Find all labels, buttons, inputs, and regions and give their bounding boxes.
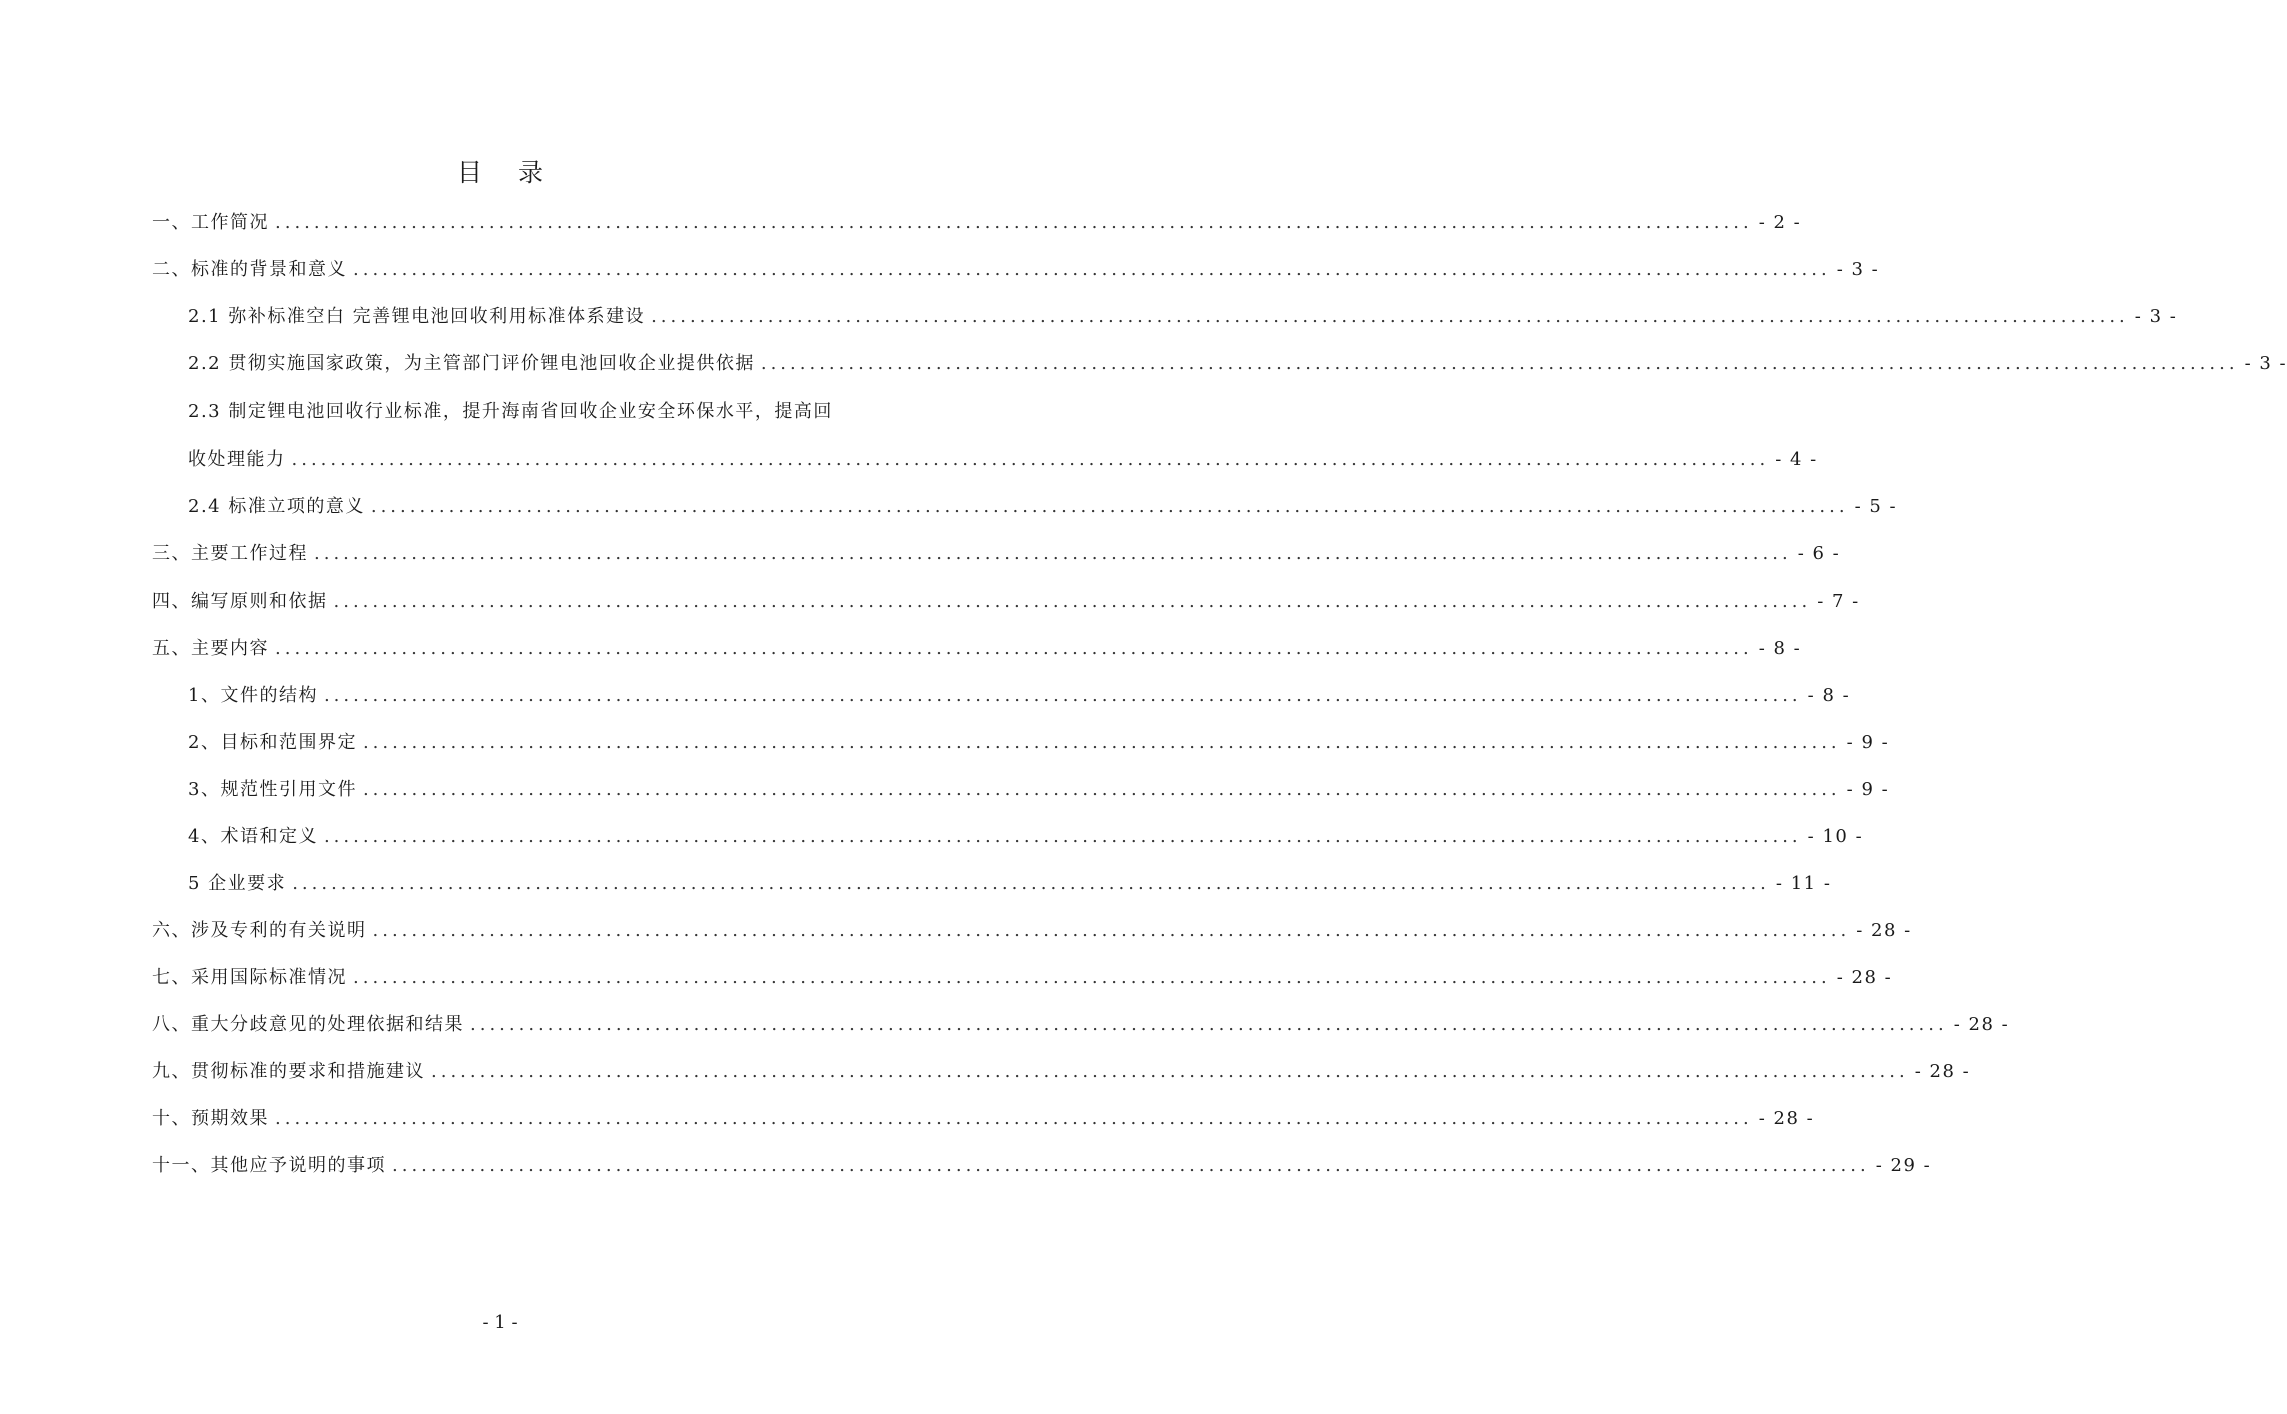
toc-entry-label: 七、采用国际标准情况 [152, 967, 347, 988]
toc-entry[interactable] [188, 445, 1818, 475]
toc-entry[interactable] [152, 963, 1893, 993]
toc-entry-page: - 3 - [2134, 306, 2178, 327]
toc-entry-label: 四、编写原则和依据 [152, 591, 328, 612]
page-number: - 1 - [482, 1312, 518, 1333]
toc-entry-label: 二、标准的背景和意义 [152, 259, 347, 280]
toc-entry-page: - 3 - [2244, 353, 2287, 374]
toc-entry[interactable] [152, 255, 1880, 285]
toc-entry-label: 十一、其他应予说明的事项 [152, 1155, 386, 1176]
toc-entry-page: - 9 - [1846, 779, 1890, 800]
toc-entry-label: 八、重大分歧意见的处理依据和结果 [152, 1014, 464, 1035]
toc-entry-label: 2.4 标准立项的意义 [188, 496, 365, 517]
toc-entry-first-line[interactable]: 2.3 制定锂电池回收行业标准，提升海南省回收企业安全环保水平，提高回 [188, 401, 833, 422]
toc-entry-page: - 6 - [1797, 543, 1841, 564]
toc-entry-page: - 28 - [1836, 967, 1893, 988]
toc-leader: ........................................................................................................................................................ [291, 449, 1770, 470]
toc-leader: ........................................................................................................................................................ [651, 306, 2129, 327]
toc-leader: ........................................................................................................................................................ [372, 920, 1851, 941]
toc-leader: ........................................................................................................................................................ [370, 496, 1849, 517]
toc-entry-label: 一、工作简况 [152, 212, 269, 233]
toc-entry-label: 3、规范性引用文件 [188, 779, 357, 800]
toc-entry-page: - 3 - [1836, 259, 1880, 280]
toc-entry[interactable] [188, 492, 1898, 522]
toc-entry[interactable] [152, 1104, 1815, 1134]
toc-leader: ........................................................................................................................................................ [275, 638, 1753, 659]
toc-entry-label: 六、涉及专利的有关说明 [152, 920, 367, 941]
toc-entry-page: - 8 - [1807, 685, 1851, 706]
toc-leader: ........................................................................................................................................................ [760, 353, 2239, 374]
toc-entry[interactable] [152, 1057, 1971, 1087]
toc-entry[interactable] [152, 634, 1802, 664]
toc-entry-page: - 28 - [1953, 1014, 2010, 1035]
toc-entry-label: 三、主要工作过程 [152, 543, 308, 564]
toc-leader: ........................................................................................................................................................ [275, 212, 1753, 233]
toc-leader: ........................................................................................................................................................ [275, 1108, 1753, 1129]
toc-entry-label: 2.2 贯彻实施国家政策，为主管部门评价锂电池回收企业提供依据 [188, 353, 755, 374]
toc-entry-label: 1、文件的结构 [188, 685, 318, 706]
toc-entry-page: - 8 - [1758, 638, 1802, 659]
toc-entry-page: - 2 - [1758, 212, 1802, 233]
toc-entry[interactable] [152, 539, 1841, 569]
toc-entry[interactable] [188, 869, 1832, 899]
toc-entry-label: 2、目标和范围界定 [188, 732, 357, 753]
toc-leader: ........................................................................................................................................................ [431, 1061, 1909, 1082]
toc-entry[interactable] [188, 302, 2178, 332]
toc-entry-label: 九、贯彻标准的要求和措施建议 [152, 1061, 425, 1082]
toc-leader: ........................................................................................................................................................ [392, 1155, 1870, 1176]
toc-entry[interactable] [188, 775, 1890, 805]
toc-entry-label: 5 企业要求 [188, 873, 287, 894]
toc-leader: ........................................................................................................................................................ [353, 259, 1831, 280]
toc-entry-page: - 5 - [1854, 496, 1898, 517]
toc-entry-page: - 28 - [1856, 920, 1912, 941]
toc-entry[interactable] [188, 681, 1851, 711]
toc-entry-page: - 10 - [1807, 826, 1864, 847]
toc-entry[interactable] [188, 349, 2287, 379]
toc-leader: ........................................................................................................................................................ [362, 779, 1841, 800]
toc-entry-page: - 29 - [1875, 1155, 1932, 1176]
toc-leader: ........................................................................................................................................................ [314, 543, 1792, 564]
toc-entry-page: - 7 - [1817, 591, 1860, 612]
toc-leader: ........................................................................................................................................................ [323, 685, 1802, 706]
toc-entry[interactable] [188, 822, 1864, 852]
toc-entry-page: - 4 - [1775, 449, 1818, 470]
toc-leader: ........................................................................................................................................................ [353, 967, 1831, 988]
toc-entry[interactable] [152, 208, 1802, 238]
toc-entry[interactable] [152, 587, 1860, 617]
toc-entry-page: - 9 - [1846, 732, 1890, 753]
toc-entry-label: 2.1 弥补标准空白 完善锂电池回收利用标准体系建设 [188, 306, 646, 327]
toc-entry[interactable] [188, 728, 1890, 758]
toc-leader: ........................................................................................................................................................ [333, 591, 1812, 612]
toc-entry-label: 十、预期效果 [152, 1108, 269, 1129]
toc-entry[interactable] [152, 1010, 2010, 1040]
toc-entry-page: - 28 - [1758, 1108, 1815, 1129]
toc-leader: ........................................................................................................................................................ [292, 873, 1770, 894]
toc-leader: ........................................................................................................................................................ [470, 1014, 1948, 1035]
toc-entry[interactable] [152, 916, 1912, 946]
toc-entry-label: 4、术语和定义 [188, 826, 318, 847]
toc-entry-label: 收处理能力 [188, 449, 286, 470]
toc-leader: ........................................................................................................................................................ [323, 826, 1802, 847]
toc-entry-page: - 28 - [1914, 1061, 1971, 1082]
toc-leader: ........................................................................................................................................................ [362, 732, 1841, 753]
page-title: 目 录 [457, 158, 557, 187]
toc-entry[interactable] [152, 1151, 1932, 1181]
toc-entry-page: - 11 - [1775, 873, 1832, 894]
toc-entry-label: 五、主要内容 [152, 638, 269, 659]
